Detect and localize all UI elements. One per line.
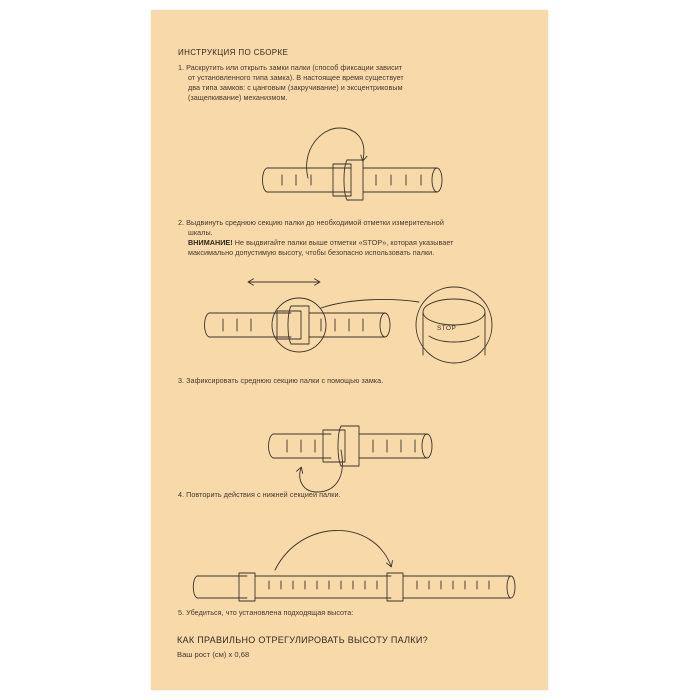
step-3-pole-illustration [269, 426, 433, 492]
step-2-line-2: шкалы. [188, 228, 213, 237]
step-3-line: 3. Зафиксировать среднюю секцию палки с помощью замка. [178, 376, 384, 385]
step-1-line-2: от установленного типа замка). В настоящее время существует [188, 73, 404, 82]
step-1-line-1: 1. Раскрутить или открыть замки палки (способ фиксации зависит [178, 63, 403, 72]
step-1-line-3: два типа замков: с цанговым (закручивание) и эксцентриковым [188, 83, 403, 92]
step-4-line: 4. Повторить действия с нижней секцией палки. [178, 490, 341, 499]
warning-label: ВНИМАНИЕ! [188, 238, 233, 247]
illustrations [151, 10, 548, 690]
height-formula: Ваш рост (см) x 0,68 [177, 650, 250, 659]
step-5-line: 5. Убедиться, что установлена подходящая высота: [178, 608, 354, 617]
stop-label: STOP [437, 325, 457, 332]
step-2-line-1: 2. Выдвинуть среднюю секцию палки до необходимой отметки измерительной [178, 218, 444, 227]
instruction-title: ИНСТРУКЦИЯ ПО СБОРКЕ [178, 48, 289, 57]
step-2-pole-illustration [205, 282, 493, 363]
step-1-line-4: (защелкивание) механизмом. [188, 93, 288, 102]
step-2-warning-line-2: максимально допустимую высоту, чтобы безопасно использовать палки. [188, 248, 435, 257]
warning-text: Не выдвигайте палки выше отметки «STOP», которая указывает [232, 238, 454, 247]
height-heading: КАК ПРАВИЛЬНО ОТРЕГУЛИРОВАТЬ ВЫСОТУ ПАЛКИ? [177, 635, 428, 645]
step-1-pole-illustration [263, 128, 443, 200]
instruction-card [151, 10, 548, 690]
step-2-warning-line [188, 238, 453, 249]
step-4-pole-illustration [193, 530, 515, 601]
